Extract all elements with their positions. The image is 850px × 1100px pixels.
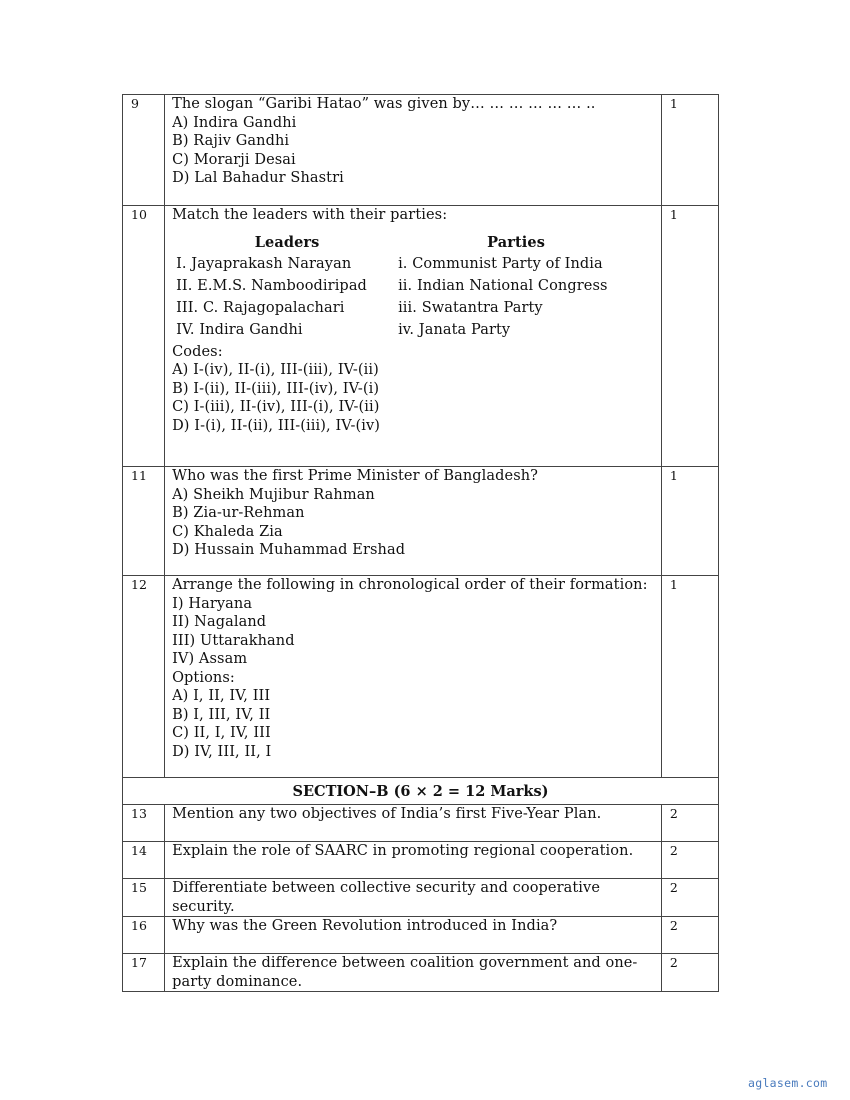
question-row-16 [123,917,719,954]
leader-item: II. E.M.S. Namboodiripad [176,277,367,294]
option: D) Hussain Muhammad Ershad [172,542,406,558]
question-row-17 [123,954,719,992]
question-row-15 [123,879,719,917]
question-marks: 2 [661,954,718,992]
question-body [165,95,662,206]
option: D) I-(i), II-(ii), III-(iii), IV-(iv) [172,417,381,434]
question-row-13 [123,805,719,842]
option: B) I, III, IV, II [172,706,271,723]
question-text: Mention any two objectives of India’s first Five-Year Plan. [165,805,662,842]
leaders-header: Leaders [254,234,320,252]
question-number: 10 [123,206,165,467]
leader-item: III. C. Rajagopalachari [176,299,345,316]
question-row-14 [123,842,719,879]
option: C) Khaleda Zia [172,523,283,540]
watermark-link[interactable]: aglasem.com [748,1076,828,1090]
question-text: Explain the difference between coalition government and one-party dominance. [165,954,662,992]
question-marks: 2 [661,805,718,842]
option: A) I-(iv), II-(i), III-(iii), IV-(ii) [172,362,379,378]
question-text: Differentiate between collective security and cooperative security. [165,879,662,917]
party-item: i. Communist Party of India [398,255,603,272]
party-item: iii. Swatantra Party [398,299,543,316]
question-marks: 2 [661,879,718,917]
question-text: Match the leaders with their parties: [172,207,448,223]
question-marks: 2 [661,917,718,954]
question-number: 16 [123,917,165,954]
section-b-header-row [123,778,719,805]
question-body [165,206,662,467]
option: B) Zia-ur-Rehman [172,505,305,521]
question-number: 14 [123,842,165,879]
list-item: II) Nagaland [172,614,267,630]
list-item: IV) Assam [172,651,248,667]
list-item: I) Haryana [172,595,253,612]
question-text: Who was the first Prime Minister of Bangladesh? [172,468,539,484]
question-table [122,94,719,992]
match-table [174,233,634,343]
question-body [165,467,662,576]
question-row-10 [123,206,719,467]
question-body [165,576,662,778]
question-text: Explain the role of SAARC in promoting regional cooperation. [165,842,662,879]
option: C) I-(iii), II-(iv), III-(i), IV-(ii) [172,399,380,415]
question-text: The slogan “Garibi Hatao” was given by… … … … … … .. [172,96,596,112]
question-marks: 1 [661,467,718,576]
leader-item: IV. Indira Gandhi [176,321,303,338]
question-marks: 1 [661,206,718,467]
parties-header: Parties [487,234,545,252]
question-number: 11 [123,467,165,576]
question-number: 13 [123,805,165,842]
question-number: 12 [123,576,165,778]
option: D) IV, III, II, I [172,743,272,760]
question-number: 17 [123,954,165,992]
option: A) Indira Gandhi [172,114,297,131]
question-text: Arrange the following in chronological order of their formation: [172,577,648,593]
option: C) II, I, IV, III [172,725,271,741]
list-item: III) Uttarakhand [172,632,295,649]
question-row-9 [123,95,719,206]
question-number: 9 [123,95,165,206]
codes-label: Codes: [172,343,223,360]
question-marks: 2 [661,842,718,879]
question-marks: 1 [661,95,718,206]
section-title: SECTION–B (6 × 2 = 12 Marks) [123,778,719,805]
options-label: Options: [172,669,235,686]
option: B) I-(ii), II-(iii), III-(iv), IV-(i) [172,380,380,397]
question-text: Why was the Green Revolution introduced in India? [165,917,662,954]
option: C) Morarji Desai [172,151,296,168]
party-item: ii. Indian National Congress [398,277,608,294]
option: A) I, II, IV, III [172,688,271,704]
option: D) Lal Bahadur Shastri [172,170,344,186]
question-row-11 [123,467,719,576]
leader-item: I. Jayaprakash Narayan [176,255,352,272]
question-marks: 1 [661,576,718,778]
option: A) Sheikh Mujibur Rahman [172,486,375,503]
option: B) Rajiv Gandhi [172,133,290,149]
party-item: iv. Janata Party [398,321,511,338]
question-number: 15 [123,879,165,917]
question-row-12 [123,576,719,778]
